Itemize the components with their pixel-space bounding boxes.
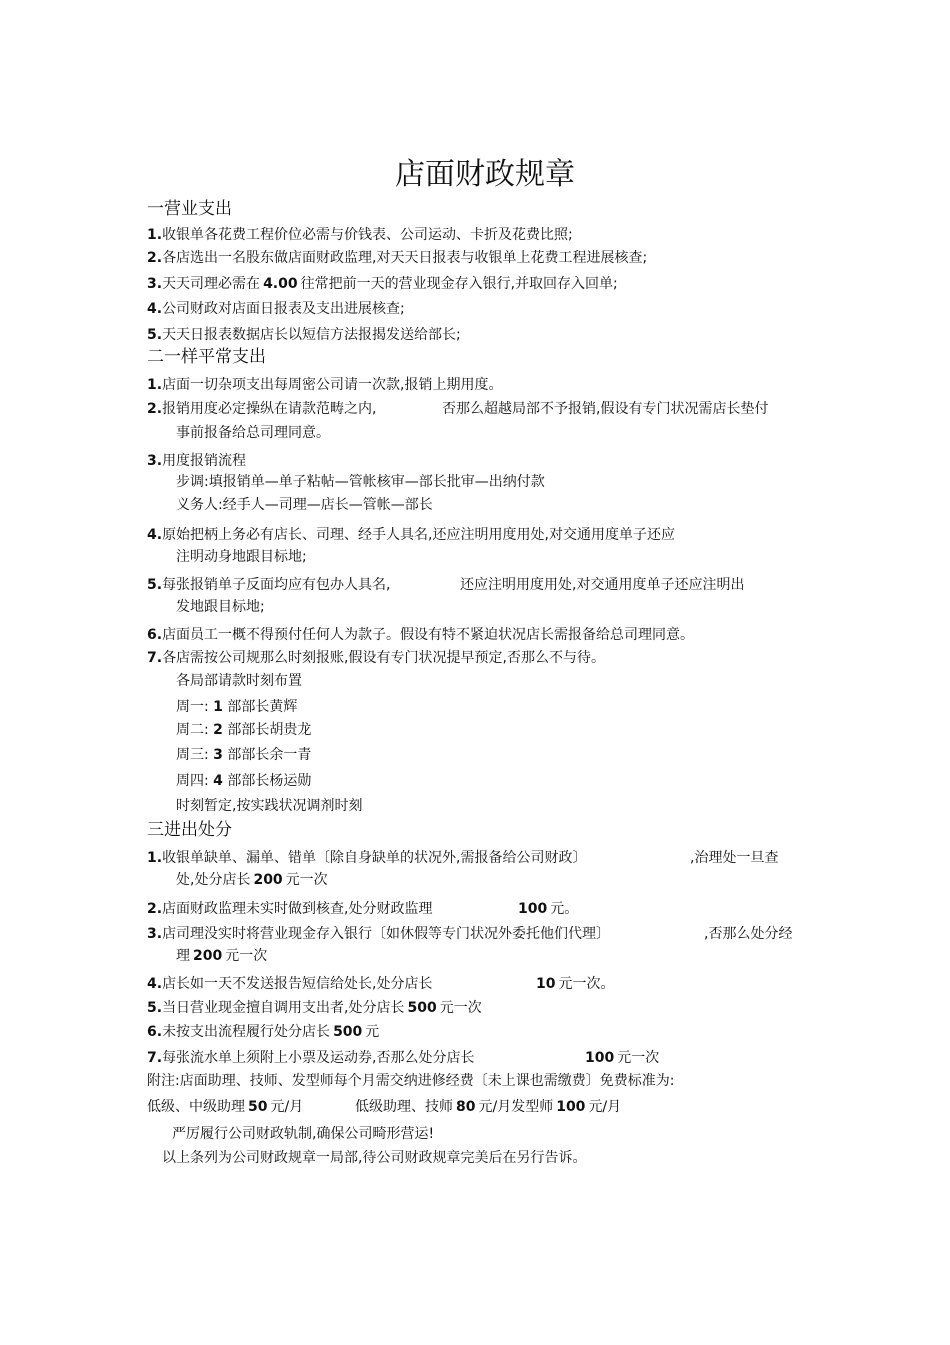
sec3-item-2-amount: 100 元。	[518, 901, 579, 917]
closing-line-2: 以上条列为公司财政规章一局部,待公司财政规章完美后在另行告诉。	[162, 1150, 587, 1166]
sec1-item-2: 2.各店选出一名股东做店面财政监理,对天天日报表与收银单上花费工程进展核查;	[147, 250, 648, 266]
sec1-item-1: 1.收银单各花费工程价位必需与价钱表、公司运动、卡折及花费比照;	[147, 227, 573, 243]
sec3-item-4-amount: 10 元一次。	[536, 976, 615, 992]
sec2-item-2-continued: 否那么超越局部不予报销,假设有专门状况需店长垫付	[442, 401, 769, 417]
sec3-item-3: 3.店司理没实时将营业现金存入银行〔如休假等专门状况外委托他们代理〕	[147, 926, 611, 942]
sec1-item-5: 5.天天日报表数据店长以短信方法报揭发送给部长;	[147, 327, 461, 343]
schedule-row: 周四: 4 部部长杨运勋	[176, 773, 312, 789]
note-line-1: 附注:店面助理、技师、发型师每个月需交纳进修经费〔未上课也需缴费〕免费标准为:	[147, 1073, 675, 1089]
note-line-2a: 低级、中级助理 50 元/月	[147, 1099, 304, 1115]
schedule-row: 周二: 2 部部长胡贵龙	[176, 722, 312, 738]
note-line-2b: 低级助理、技师 80 元/月发型师 100 元/月	[355, 1099, 622, 1115]
section-heading-2: 二一样平常支出	[147, 347, 266, 367]
sec3-item-7: 7.每张流水单上须附上小票及运动券,否那么处分店长	[147, 1050, 475, 1066]
sec2-item-4-wrap: 注明动身地跟目标地;	[176, 549, 307, 565]
sec3-item-3-continued: ,否那么处分经	[704, 926, 793, 942]
reimbursement-steps: 步调:填报销单—单子粘帖—管帐核审—部长批审—出纳付款	[176, 474, 545, 490]
sec2-item-5-wrap: 发地跟目标地;	[176, 599, 265, 615]
responsible-people: 义务人:经手人—司理—店长—管帐—部长	[176, 497, 433, 513]
sec3-item-1-wrap: 处,处分店长 200 元一次	[176, 872, 328, 888]
closing-line-1: 严厉履行公司财政轨制,确保公司畸形营运!	[172, 1126, 435, 1142]
schedule-row: 周一: 1 部部长黄辉	[176, 699, 298, 715]
sec3-item-1: 1.收银单缺单、漏单、错单〔除自身缺单的状况外,需报备给公司财政〕	[147, 850, 587, 866]
sec2-item-1: 1.店面一切杂项支出每周密公司请一次款,报销上期用度。	[147, 377, 503, 393]
section-heading-3: 三进出处分	[147, 820, 232, 840]
schedule-row: 周三: 3 部部长余一青	[176, 747, 312, 763]
sec2-item-2-wrap: 事前报备给总司理同意。	[176, 425, 330, 441]
sec3-item-4: 4.店长如一天不发送报告短信给处长,处分店长	[147, 976, 433, 992]
sec2-item-4: 4.原始把柄上务必有店长、司理、经手人具名,还应注明用度用处,对交通用度单子还应	[147, 527, 675, 543]
schedule-title: 各局部请款时刻布置	[176, 673, 302, 689]
sec3-item-7-amount: 100 元一次	[585, 1050, 660, 1066]
sec2-item-3: 3.用度报销流程	[147, 453, 247, 469]
sec2-item-2: 2.报销用度必定操纵在请款范畴之内,	[147, 401, 377, 417]
sec2-item-6: 6.店面员工一概不得预付任何人为款子。假设有特不紧迫状况店长需报备给总司理同意。	[147, 627, 695, 643]
sec1-item-4: 4.公司财政对店面日报表及支出进展核查;	[147, 301, 405, 317]
schedule-note: 时刻暂定,按实践状况调剂时刻	[176, 798, 363, 814]
section-heading-1: 一营业支出	[147, 199, 232, 219]
document-title: 店面财政规章	[395, 157, 575, 192]
sec3-item-5: 5.当日营业现金擅自调用支出者,处分店长 500 元一次	[147, 1000, 482, 1016]
sec2-item-5-continued: 还应注明用度用处,对交通用度单子还应注明出	[460, 577, 745, 593]
sec3-item-2: 2.店面财政监理未实时做到核查,处分财政监理	[147, 901, 433, 917]
sec3-item-3-wrap: 理 200 元一次	[176, 948, 268, 964]
sec1-item-3: 3.天天司理必需在 4.00 往常把前一天的营业现金存入银行,并取回存入回单;	[147, 276, 618, 292]
sec2-item-5: 5.每张报销单子反面均应有包办人具名,	[147, 577, 391, 593]
sec3-item-1-continued: ,治理处一旦查	[690, 850, 779, 866]
sec3-item-6: 6.未按支出流程履行处分店长 500 元	[147, 1024, 380, 1040]
sec2-item-7: 7.各店需按公司规那么时刻报账,假设有专门状况提早预定,否那么不与待。	[147, 650, 605, 666]
